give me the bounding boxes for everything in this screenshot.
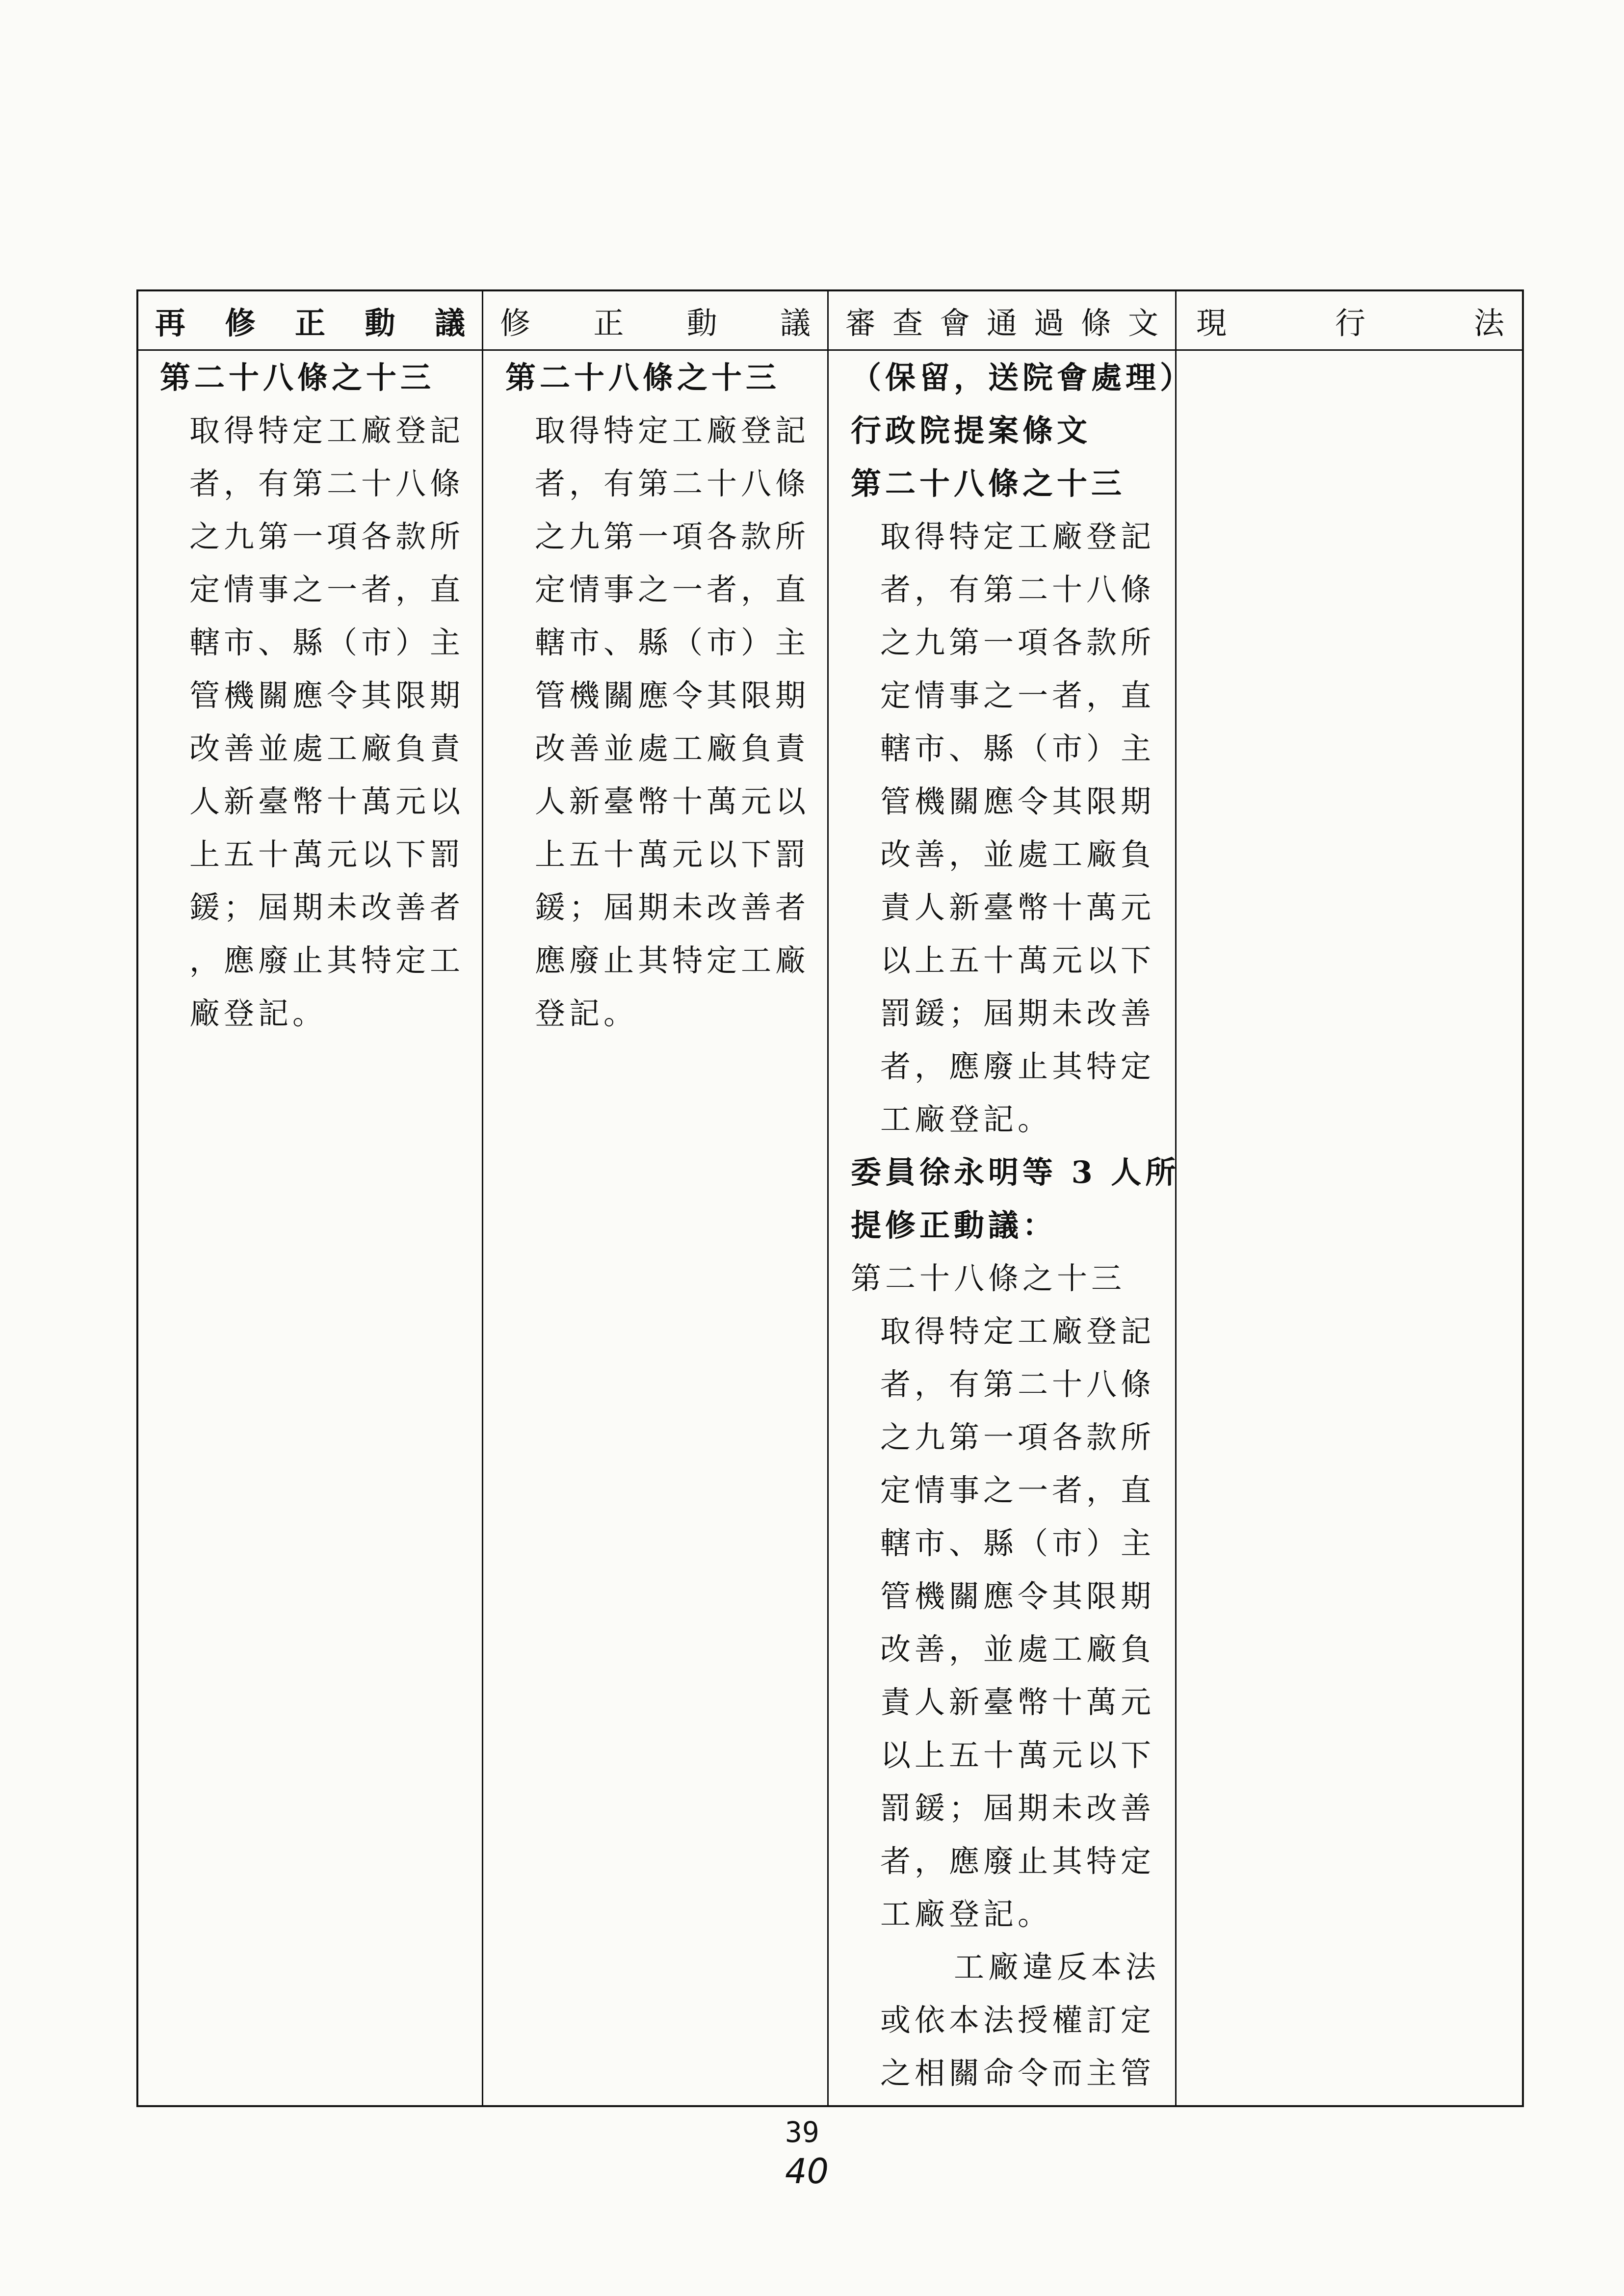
text-line: 工廠違反本法 [954,1949,1160,1985]
text-line: ，應廢止其特定工 [189,942,465,978]
column-divider [482,291,483,2105]
text-line: 罰鍰；屆期未改善 [880,1790,1155,1826]
text-line: 取得特定工廠登記 [535,413,810,448]
text-line: 取得特定工廠登記 [189,413,465,448]
text-line: 管機關應令其限期 [189,678,465,713]
text-line: 定情事之一者，直 [880,1472,1155,1508]
column-divider [827,291,829,2105]
text-line: 人新臺幣十萬元以 [535,783,810,819]
header-amendment: 修正動議 [500,305,811,341]
text-line: 委員徐永明等 3 人所 [851,1154,1180,1190]
text-line: 之九第一項各款所 [880,1419,1155,1455]
text-line: 者，應廢止其特定 [880,1048,1155,1084]
text-line: 轄市、縣（市）主 [189,625,465,660]
text-line: 者，應廢止其特定 [880,1843,1155,1879]
text-line: 者，有第二十八條 [189,466,465,501]
text-line: 定情事之一者，直 [189,572,465,607]
text-line: 者，有第二十八條 [880,1366,1155,1402]
text-line: 定情事之一者，直 [880,678,1155,713]
text-line: 取得特定工廠登記 [880,1313,1155,1349]
text-line: 登記。 [535,995,638,1031]
header-divider [138,349,1522,351]
text-line: （保留，送院會處理） [851,360,1195,395]
text-line: 應廢止其特定工廠 [535,942,810,978]
text-line: 轄市、縣（市）主 [880,731,1155,766]
text-line: 管機關應令其限期 [535,678,810,713]
text-line: 以上五十萬元以下 [880,1737,1155,1773]
text-line: 者，有第二十八條 [880,572,1155,607]
column-reamendment [160,351,474,1040]
text-line: 人新臺幣十萬元以 [189,783,465,819]
text-line: 提修正動議： [851,1207,1057,1243]
header-current-law: 現行法 [1196,305,1504,341]
header-committee-passed: 審查會通過條文 [845,305,1158,341]
column-amendment [505,351,819,1040]
text-line: 上五十萬元以下罰 [535,836,810,872]
text-line: 鍰；屆期未改善者 [535,889,810,925]
comparison-table [136,289,1524,2107]
text-line: 廠登記。 [189,995,327,1031]
text-line: 取得特定工廠登記 [880,519,1155,554]
text-line: 或依本法授權訂定 [880,2002,1155,2038]
text-line: 轄市、縣（市）主 [880,1525,1155,1561]
text-line: 轄市、縣（市）主 [535,625,810,660]
page-number: 39 [785,2115,819,2149]
text-line: 改善並處工廠負責 [535,731,810,766]
text-line: 者，有第二十八條 [535,466,810,501]
text-line: 工廠登記。 [880,1896,1052,1932]
text-line: 罰鍰；屆期未改善 [880,995,1155,1031]
text-line: 第二十八條之十三 [851,466,1126,501]
column-divider [1175,291,1177,2105]
handwritten-page-number: 40 [785,2151,829,2192]
text-line: 第二十八條之十三 [505,360,781,395]
text-line: 責人新臺幣十萬元 [880,1684,1155,1720]
header-reamendment: 再修正動議 [155,305,465,341]
column-committee-passed [851,351,1195,2100]
text-line: 定情事之一者，直 [535,572,810,607]
text-line: 第二十八條之十三 [160,360,435,395]
text-line: 之九第一項各款所 [880,625,1155,660]
text-line: 管機關應令其限期 [880,1578,1155,1614]
text-line: 責人新臺幣十萬元 [880,889,1155,925]
text-line: 改善，並處工廠負 [880,1631,1155,1667]
text-line: 第二十八條之十三 [851,1260,1126,1296]
text-line: 以上五十萬元以下 [880,942,1155,978]
text-line: 管機關應令其限期 [880,783,1155,819]
text-line: 之相關命令而主管 [880,2055,1155,2091]
text-line: 鍰；屆期未改善者 [189,889,465,925]
text-line: 之九第一項各款所 [189,519,465,554]
text-line: 工廠登記。 [880,1101,1052,1137]
text-line: 行政院提案條文 [851,413,1092,448]
text-line: 改善並處工廠負責 [189,731,465,766]
text-line: 之九第一項各款所 [535,519,810,554]
text-line: 上五十萬元以下罰 [189,836,465,872]
text-line: 改善，並處工廠負 [880,836,1155,872]
